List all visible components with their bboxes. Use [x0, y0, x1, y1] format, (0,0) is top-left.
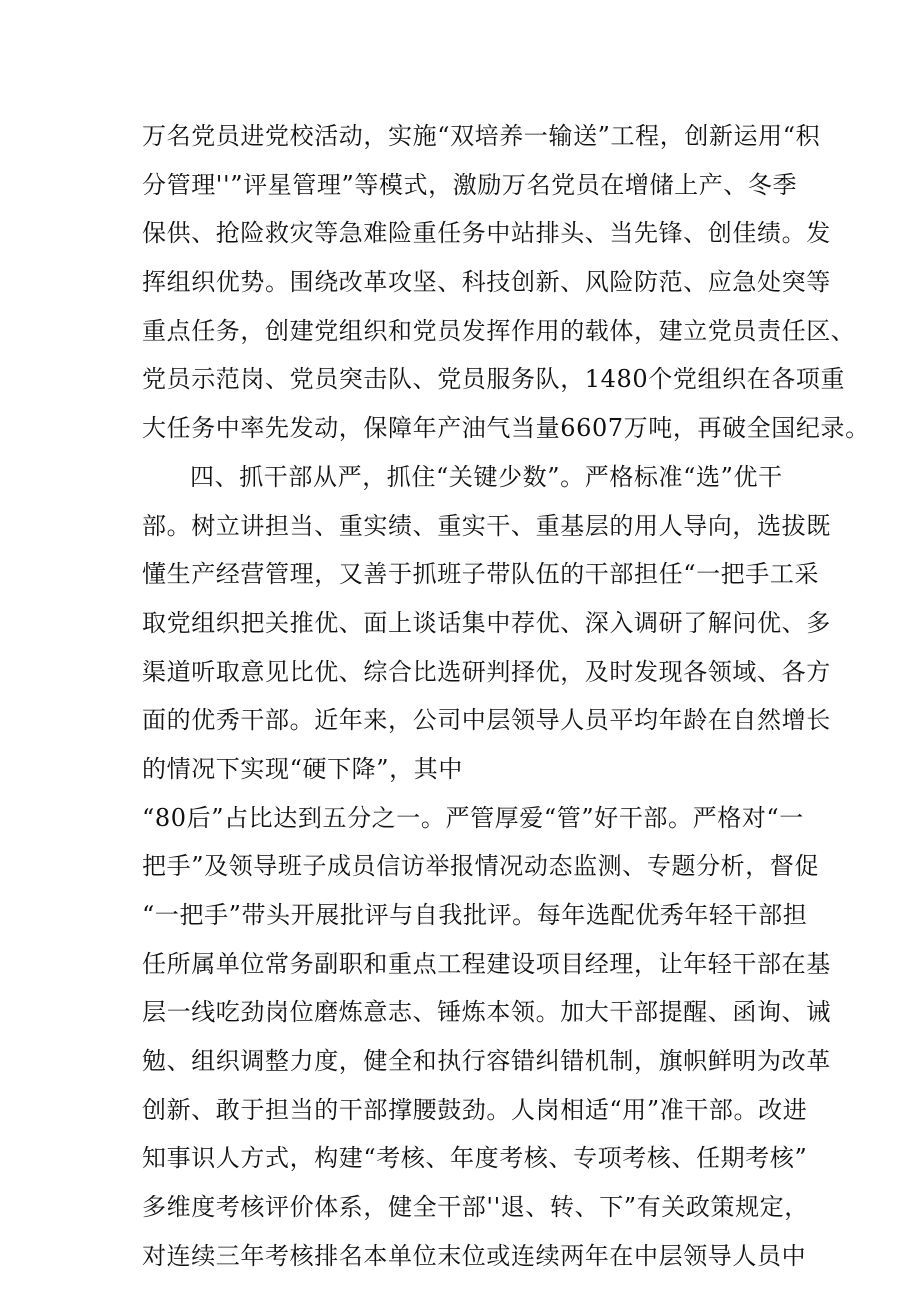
text-line: 知事识人方式，构建“考核、年度考核、专项考核、任期考核” [142, 1144, 808, 1173]
text-line: 重点任务，创建党组织和党员发挥作用的载体，建立党员责任区、 [142, 316, 856, 345]
text-line: 创新、敢于担当的干部撑腰鼓劲。人岗相适“用”准干部。改进 [142, 1095, 808, 1124]
text-line: 保供、抢险救灾等急难险重任务中站排头、当先锋、创佳绩。发 [142, 219, 831, 248]
text-line: 党员示范岗、党员突击队、党员服务队，1480个党组织在各项重 [142, 365, 846, 394]
text-line: 万名党员进党校活动，实施“双培养一输送”工程，创新运用“积 [142, 122, 821, 150]
text-line: 层一线吃劲岗位磨炼意志、锤炼本领。加大干部提醒、函询、诫 [142, 998, 831, 1027]
body-text [142, 112, 870, 1281]
text-line: 的情况下实现“硬下降”，其中 [142, 754, 463, 783]
text-line: 任所属单位常务副职和重点工程建设项目经理，让年轻干部在基 [142, 949, 831, 978]
text-line: 渠道听取意见比优、综合比选研判择优，及时发现各领域、各方 [142, 657, 831, 686]
section-heading-line: 四、抓干部从严，抓住“关键少数”。严格标准“选”优干 [190, 462, 783, 491]
text-line: “80后”占比达到五分之一。严管厚爱“管”好干部。严格对“一 [142, 803, 804, 832]
text-line: 分管理''”评星管理”等模式，激励万名党员在增储上产、冬季 [142, 170, 798, 199]
text-line: 勉、组织调整力度，健全和执行容错纠错机制，旗帜鲜明为改革 [142, 1047, 831, 1076]
text-line: 对连续三年考核排名本单位末位或连续两年在中层领导人员中 [142, 1241, 807, 1270]
text-line: 大任务中率先发动，保障年产油气当量6607万吨，再破全国纪录。 [142, 414, 870, 443]
text-line: 取党组织把关推优、面上谈话集中荐优、深入调研了解问优、多 [142, 608, 831, 637]
text-line: 懂生产经营管理，又善于抓班子带队伍的干部担任“一把手工采 [142, 560, 820, 589]
text-line: 多维度考核评价体系，健全干部''退、转、下”有关政策规定， [142, 1193, 809, 1222]
text-line: 挥组织优势。围绕改革攻坚、科技创新、风险防范、应急处突等 [142, 268, 831, 297]
text-line: 把手”及领导班子成员信访举报情况动态监测、专题分析，督促 [142, 852, 820, 881]
text-line: 部。树立讲担当、重实绩、重实干、重基层的用人导向，选拔既 [142, 511, 831, 540]
text-line: “一把手”带头开展批评与自我批评。每年选配优秀年轻干部担 [142, 901, 808, 929]
text-line: 面的优秀干部。近年来，公司中层领导人员平均年龄在自然增长 [142, 706, 831, 735]
